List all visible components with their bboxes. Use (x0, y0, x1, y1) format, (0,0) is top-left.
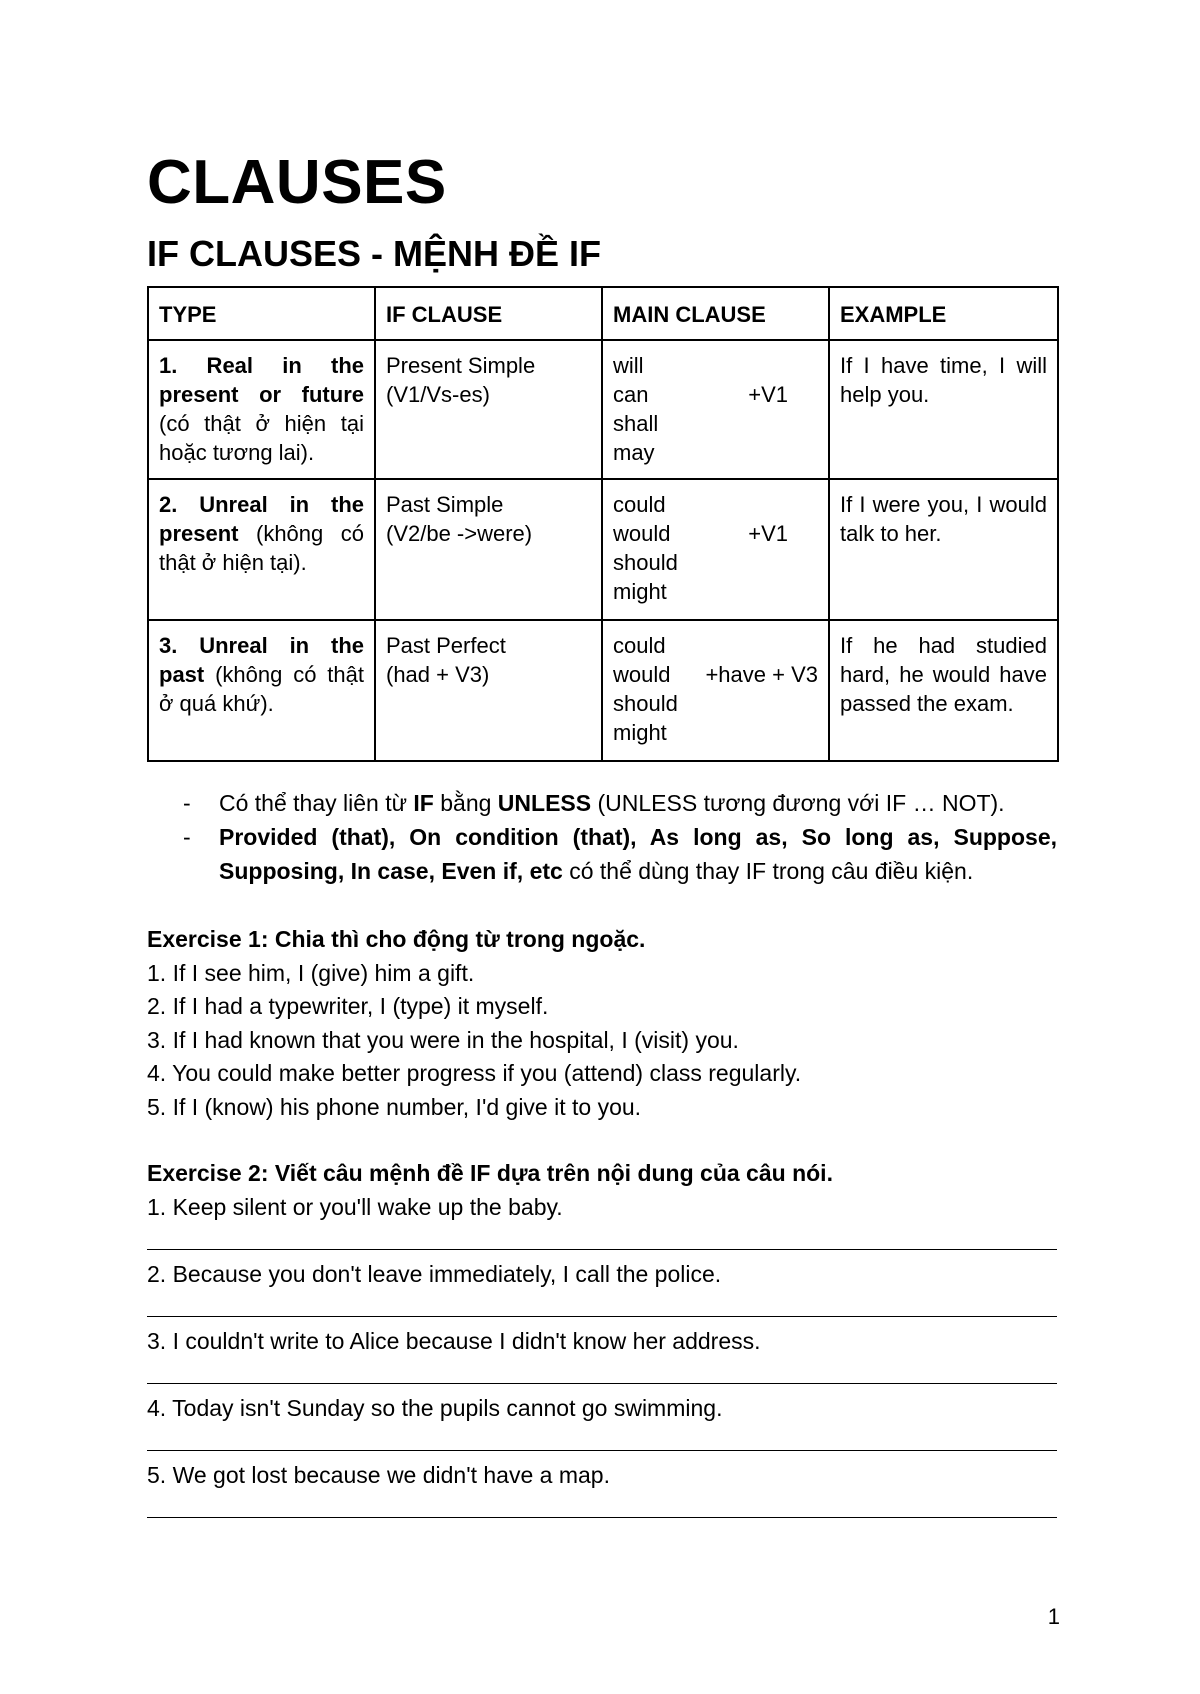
header-example: EXAMPLE (829, 287, 1058, 340)
exercise-item: 1. If I see him, I (give) him a gift. (147, 959, 475, 986)
tense-name: Past Simple (386, 492, 504, 517)
table-row (148, 340, 1058, 479)
table-row (148, 479, 1058, 620)
page-number: 1 (1047, 1604, 1060, 1629)
note-item (147, 820, 1057, 888)
answer-line[interactable] (147, 1358, 1057, 1392)
modal-verb: could (613, 492, 666, 517)
example-cell: If I were you, I would talk to her. (829, 479, 1058, 620)
type-name: 3. Unreal in the past (159, 633, 364, 687)
exercise-1 (147, 923, 1057, 1124)
if-clause-cell (375, 479, 602, 620)
exercise-item: 5. We got lost because we didn't have a map. (147, 1461, 610, 1488)
type-name: 2. Unreal in the present (159, 492, 364, 546)
modal-verb: could (613, 633, 666, 658)
modal-verb: can (613, 382, 649, 407)
note-item (147, 786, 1057, 820)
modal-verb: shall (613, 411, 659, 436)
exercise-item: 3. I couldn't write to Alice because I didn't know her address. (147, 1327, 761, 1354)
modal-verb: may (613, 440, 655, 465)
type-cell (148, 479, 375, 620)
answer-line[interactable] (147, 1492, 1057, 1526)
exercise-item: 2. Because you don't leave immediately, I call the police. (147, 1260, 722, 1287)
section-title: IF CLAUSES - MỆNH ĐỀ IF (147, 233, 602, 274)
note-text: bằng (433, 790, 498, 816)
note-keyword: IF (413, 790, 434, 816)
table-row (148, 620, 1058, 761)
main-clause-cell (602, 340, 829, 479)
modal-verb: might (613, 579, 667, 604)
tense-form: (V2/be ->were) (386, 521, 533, 546)
header-main-clause: MAIN CLAUSE (602, 287, 829, 340)
note-keyword: UNLESS (497, 790, 592, 816)
modal-verb: should (613, 691, 678, 716)
type-cell (148, 340, 375, 479)
verb-form: +have + V3 (705, 662, 818, 687)
answer-line[interactable] (147, 1291, 1057, 1325)
tense-form: (V1/Vs-es) (386, 382, 490, 407)
main-clause-cell (602, 479, 829, 620)
modal-verb: might (613, 720, 667, 745)
type-cell (148, 620, 375, 761)
exercise-title: Exercise 1: Chia thì cho động từ trong ngoặc. (147, 926, 646, 952)
note-keyword: Provided (that), On condition (that), As long as, So long as, Suppose, Supposing, In case, Even if, etc (219, 824, 1057, 884)
exercise-item: 4. You could make better progress if you (attend) class regularly. (147, 1060, 802, 1086)
verb-form: +V1 (748, 382, 788, 407)
exercise-item: 1. Keep silent or you'll wake up the baby. (147, 1193, 563, 1220)
tense-name: Present Simple (386, 353, 536, 378)
exercise-item: 5. If I (know) his phone number, I'd give it to you. (147, 1093, 642, 1120)
type-description: (không có thật ở quá khứ). (159, 662, 364, 716)
answer-line[interactable] (147, 1224, 1057, 1258)
if-clause-cell (375, 340, 602, 479)
tense-form: (had + V3) (386, 662, 490, 687)
answer-line[interactable] (147, 1425, 1057, 1459)
bullet-dash: - (183, 824, 191, 850)
bullet-dash: - (183, 790, 191, 816)
exercise-title: Exercise 2: Viết câu mệnh đề IF dựa trên nội dung của câu nói. (147, 1160, 833, 1186)
exercise-item: 3. If I had known that you were in the hospital, I (visit) you. (147, 1026, 739, 1053)
note-text: có thể dùng thay IF trong câu điều kiện. (562, 858, 974, 884)
note-text: (UNLESS tương đương với IF … NOT). (591, 790, 1005, 816)
exercise-item: 4. Today isn't Sunday so the pupils cannot go swimming. (147, 1394, 723, 1421)
if-clause-cell (375, 620, 602, 761)
exercise-item: 2. If I had a typewriter, I (type) it myself. (147, 993, 549, 1019)
main-clause-cell (602, 620, 829, 761)
modal-verb: will (613, 353, 644, 378)
exercise-2 (147, 1157, 1057, 1526)
type-name: 1. Real in the present or future (159, 353, 364, 407)
modal-verb: should (613, 550, 678, 575)
modal-verb: would (613, 521, 671, 546)
modal-verb: would (613, 662, 671, 687)
tense-name: Past Perfect (386, 633, 506, 658)
example-cell: If he had studied hard, he would have passed the exam. (829, 620, 1058, 761)
type-description: (không có thật ở hiện tại). (159, 521, 364, 575)
notes-list (147, 786, 1057, 888)
table-header-row (148, 287, 1058, 340)
example-cell: If I have time, I will help you. (829, 340, 1058, 479)
header-if-clause: IF CLAUSE (375, 287, 602, 340)
type-description: (có thật ở hiện tại hoặc tương lai). (159, 411, 364, 465)
verb-form: +V1 (748, 521, 788, 546)
if-clauses-table (147, 286, 1059, 762)
page-title: CLAUSES (147, 148, 447, 217)
note-text: Có thể thay liên từ (219, 790, 414, 816)
header-type: TYPE (148, 287, 375, 340)
